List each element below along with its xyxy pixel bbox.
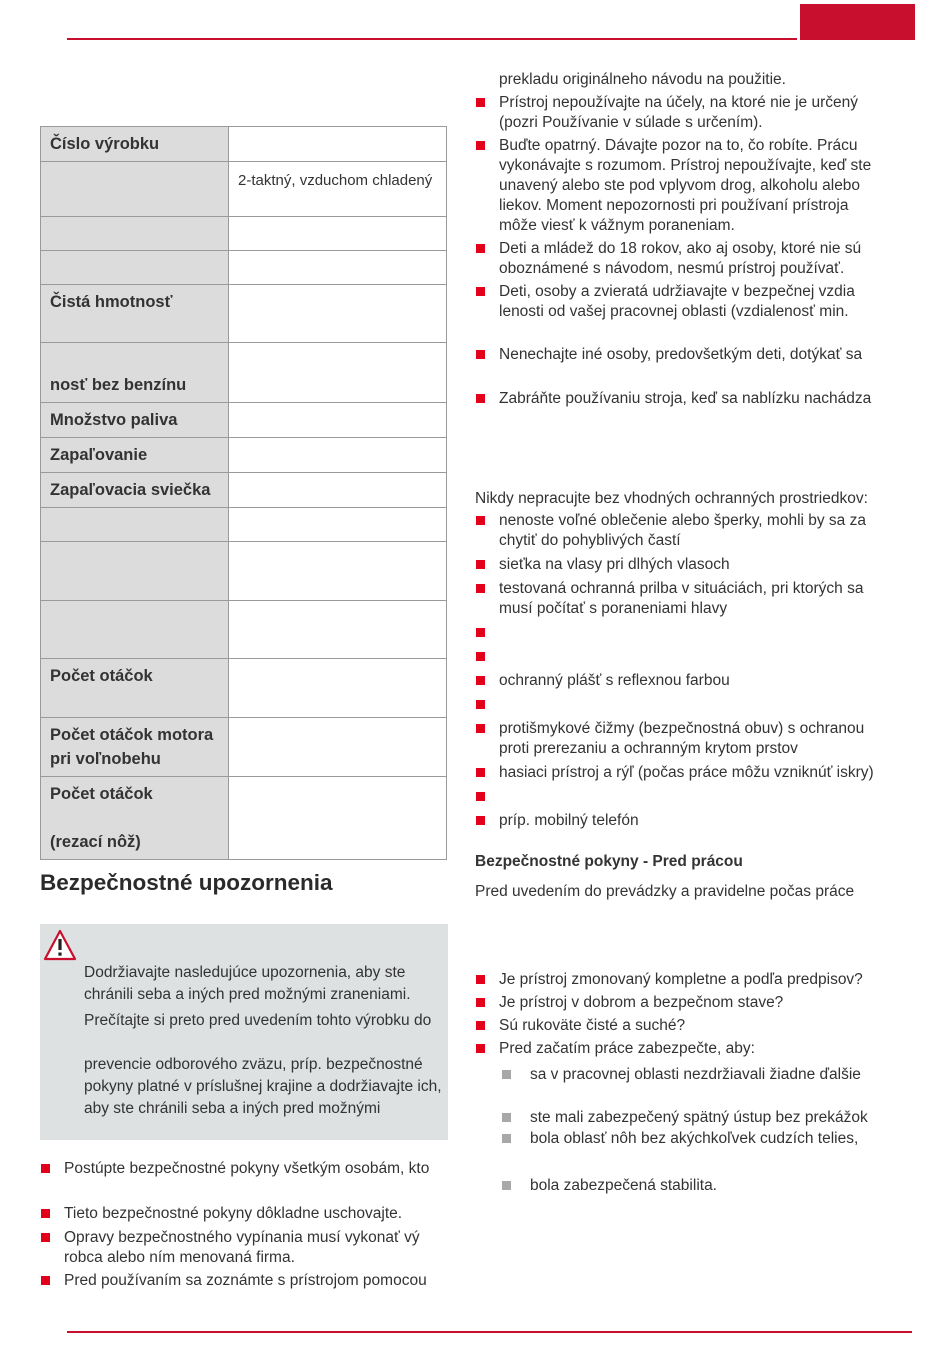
list-item: Je prístroj zmonovaný kompletne a podľa predpisov? xyxy=(475,970,890,990)
spec-label xyxy=(41,162,229,217)
spec-label: Množstvo paliva xyxy=(41,403,229,438)
spec-value xyxy=(229,285,447,343)
header-rule xyxy=(67,38,797,40)
spec-value xyxy=(229,777,447,860)
spec-value xyxy=(229,542,447,601)
table-row xyxy=(41,251,447,285)
continuation-text: prekladu originálneho návodu na použitie. xyxy=(499,71,786,88)
before-work-list xyxy=(475,970,890,1059)
list-item: Opravy bezpečnostného vypínania musí vykonať vý robca alebo ním menovaná firma. xyxy=(40,1228,445,1268)
list-item: ochranný plášť s reflexnou farbou xyxy=(475,671,890,691)
list-item xyxy=(475,695,890,715)
list-item xyxy=(475,787,890,807)
warning-paragraph: Prečítajte si preto pred uvedením tohto výrobku do xyxy=(84,1012,432,1029)
spec-value xyxy=(229,718,447,777)
list-item xyxy=(475,623,890,643)
table-row xyxy=(41,659,447,718)
before-work-sub-list xyxy=(500,1065,890,1196)
spec-label: Počet otáčok motora pri voľnobehu xyxy=(41,718,229,777)
list-item: nenoste voľné oblečenie alebo šperky, mohli by sa za chytiť do pohyblivých častí xyxy=(475,511,890,551)
table-row xyxy=(41,162,447,217)
spec-value xyxy=(229,217,447,251)
spec-value xyxy=(229,403,447,438)
spec-label: Zapaľovacia sviečka xyxy=(41,473,229,508)
list-item: Je prístroj v dobrom a bezpečnom stave? xyxy=(475,993,890,1013)
spec-value: 2-taktný, vzduchom chladený xyxy=(229,162,447,217)
list-item: protišmykové čižmy (bezpečnostná obuv) s ochranou proti prerezaniu a ochranným krytom prstov xyxy=(475,719,890,759)
table-row xyxy=(41,718,447,777)
table-row xyxy=(41,343,447,403)
left-bullet-list xyxy=(40,1159,445,1291)
table-row xyxy=(41,473,447,508)
list-item: príp. mobilný telefón xyxy=(475,811,890,831)
spec-value xyxy=(229,473,447,508)
table-row xyxy=(41,285,447,343)
spec-label xyxy=(41,777,229,860)
list-item: Tieto bezpečnostné pokyny dôkladne uschovajte. xyxy=(40,1204,445,1224)
list-item: bola oblasť nôh bez akýchkoľvek cudzích telies, xyxy=(500,1129,890,1149)
list-item: Postúpte bezpečnostné pokyny všetkým osobám, kto xyxy=(40,1159,445,1179)
warning-paragraph: Dodržiavajte nasledujúce upozornenia, aby ste chránili seba a iných pred možnými zraneniami. xyxy=(84,964,411,1003)
list-item: hasiaci prístroj a rýľ (počas práce môžu vzniknúť iskry) xyxy=(475,763,890,783)
spec-value xyxy=(229,659,447,718)
spec-value xyxy=(229,127,447,162)
section-title: Bezpečnostné upozornenia xyxy=(40,870,333,895)
table-row xyxy=(41,542,447,601)
list-item: Pred používaním sa zoznámte s prístrojom pomocou xyxy=(40,1271,445,1291)
list-item: Deti a mládež do 18 rokov, ako aj osoby, ktoré nie sú oboznámené s návodom, nesmú prístroj používať. xyxy=(475,239,885,279)
list-item: Sú rukoväte čisté a suché? xyxy=(475,1016,890,1036)
list-item: Zabráňte používaniu stroja, keď sa nablízku nachádza xyxy=(475,389,885,409)
list-item: testovaná ochranná prilba v situáciách, pri ktorých sa musí počítať s poraneniami hlavy xyxy=(475,579,890,619)
list-item: sa v pracovnej oblasti nezdržiavali žiadne ďalšie xyxy=(500,1065,890,1085)
spec-label-line: (rezací nôž) xyxy=(50,833,141,851)
table-row xyxy=(41,601,447,659)
right-bullet-list xyxy=(475,93,885,409)
spec-value xyxy=(229,508,447,542)
spec-label: nosť bez benzínu xyxy=(41,343,229,403)
protective-intro: Nikdy nepracujte bez vhodných ochranných prostriedkov: xyxy=(475,490,868,507)
warning-paragraph: prevencie odborového zväzu, príp. bezpečnostné pokyny platné v príslušnej krajine a dodržiavajte ich, aby ste chránili seba a iných pred možnými xyxy=(84,1056,442,1117)
list-item: Nenechajte iné osoby, predovšetkým deti, dotýkať sa xyxy=(475,345,885,365)
spec-label xyxy=(41,217,229,251)
list-item: Pred začatím práce zabezpečte, aby: xyxy=(475,1039,890,1059)
table-row xyxy=(41,777,447,860)
table-row xyxy=(41,127,447,162)
spec-label xyxy=(41,601,229,659)
spec-label-line: Počet otáčok xyxy=(50,785,153,803)
spec-label: Zapaľovanie xyxy=(41,438,229,473)
list-item: bola zabezpečená stabilita. xyxy=(500,1176,890,1196)
list-item: ste mali zabezpečený spätný ústup bez prekážok xyxy=(500,1108,890,1128)
before-work-title: Bezpečnostné pokyny - Pred prácou xyxy=(475,853,743,870)
footer-rule xyxy=(67,1331,912,1333)
list-item: sieťka na vlasy pri dlhých vlasoch xyxy=(475,555,890,575)
spec-label xyxy=(41,251,229,285)
table-row xyxy=(41,508,447,542)
spec-table xyxy=(40,126,447,860)
list-item: Prístroj nepoužívajte na účely, na ktoré nie je určený (pozri Používanie v súlade s určením). xyxy=(475,93,885,133)
spec-value xyxy=(229,601,447,659)
table-row xyxy=(41,217,447,251)
spec-label: Počet otáčok xyxy=(41,659,229,718)
spec-label: Číslo výrobku xyxy=(41,127,229,162)
warning-triangle-icon xyxy=(43,929,77,961)
list-item: Buďte opatrný. Dávajte pozor na to, čo robíte. Prácu vykonávajte s rozumom. Prístroj nepoužívajte, keď ste unavený alebo ste pod vplyvom drog, alkoholu alebo liekov. Moment nepozornosti pri používaní prístroja môže viesť k vážnym poraneniam. xyxy=(475,136,885,236)
list-item xyxy=(475,647,890,667)
table-row xyxy=(41,438,447,473)
header-tab xyxy=(800,4,915,40)
spec-value xyxy=(229,251,447,285)
spec-value xyxy=(229,438,447,473)
spec-value xyxy=(229,343,447,403)
warning-box xyxy=(40,924,448,1140)
table-row xyxy=(41,403,447,438)
spec-label xyxy=(41,508,229,542)
before-work-intro: Pred uvedením do prevádzky a pravidelne počas práce xyxy=(475,883,855,900)
protective-list xyxy=(475,511,890,831)
spec-label: Čistá hmotnosť xyxy=(41,285,229,343)
list-item: Deti, osoby a zvieratá udržiavajte v bezpečnej vzdia lenosti od vašej pracovnej oblasti (vzdialenosť min. xyxy=(475,282,885,322)
warning-text xyxy=(84,962,444,1120)
spec-label xyxy=(41,542,229,601)
